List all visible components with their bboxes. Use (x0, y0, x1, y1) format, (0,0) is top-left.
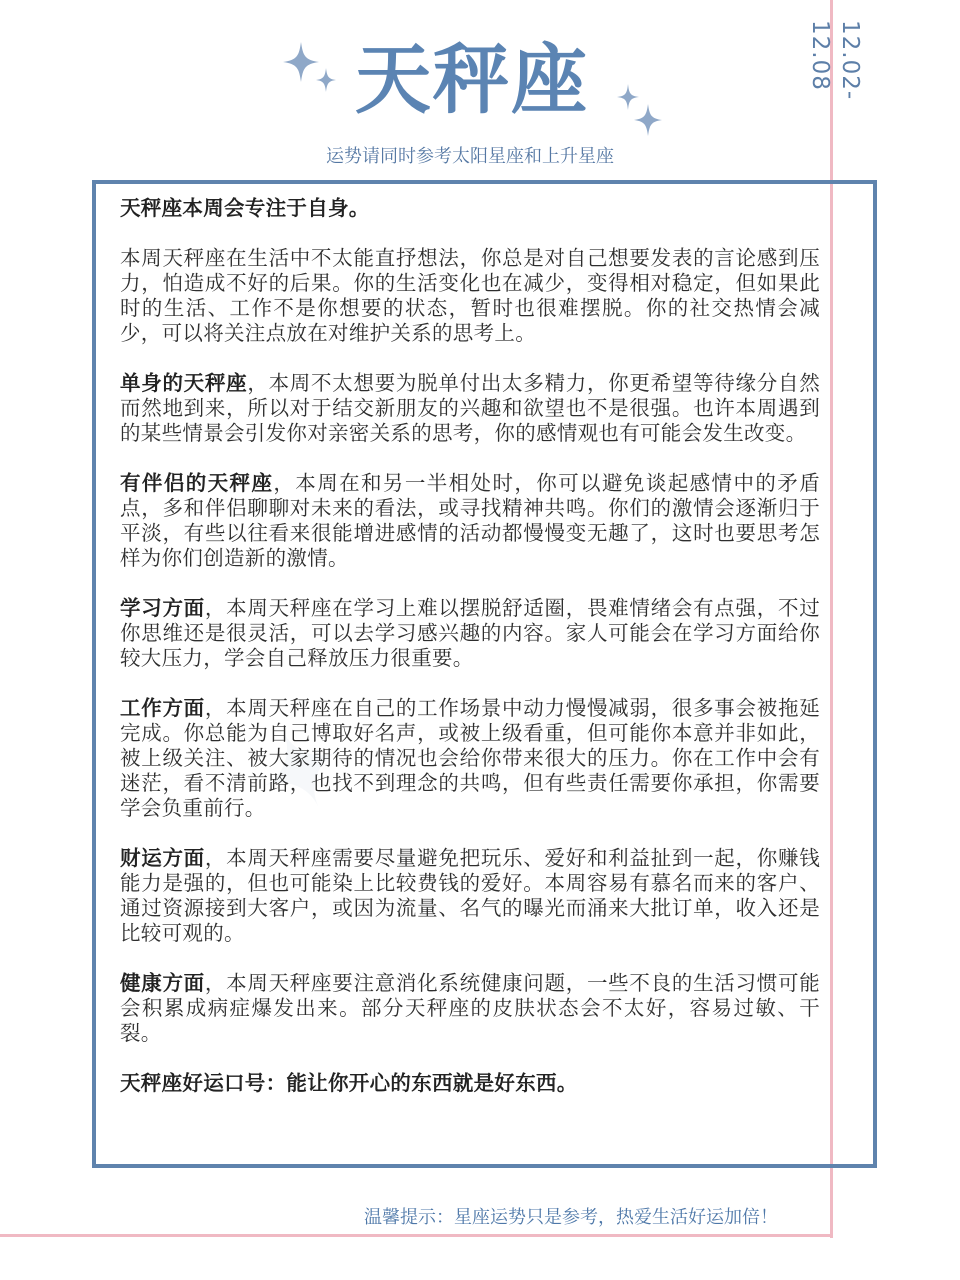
footer-tip: 温馨提示：星座运势只是参考，热爱生活好运加倍！ (364, 1207, 778, 1228)
work-lead: 工作方面 (120, 696, 205, 720)
study-text: ，本周天秤座在学习上难以摆脱舒适圈，畏难情绪会有点强，不过你思维还是很灵活，可以去学习感兴趣的内容。家人可能会在学习方面给你较大压力，学会自己释放压力很重要。 (120, 596, 820, 670)
sparkle-icon (634, 104, 662, 136)
paragraph-partner (120, 471, 820, 571)
wealth-text: ，本周天秤座需要尽量避免把玩乐、爱好和利益扯到一起，你赚钱能力是强的，但也可能染上比较费钱的爱好。本周容易有慕名而来的客户、通过资源接到大客户，或因为流量、名气的曝光而涌来大批订单，收入还是比较可观的。 (120, 846, 820, 945)
wealth-lead: 财运方面 (120, 846, 205, 870)
health-text: ，本周天秤座要注意消化系统健康问题，一些不良的生活习惯可能会积累成病症爆发出来。部分天秤座的皮肤状态会不太好，容易过敏、干裂。 (120, 971, 820, 1045)
paragraph-overview (120, 246, 820, 346)
single-text: ，本周不太想要为脱单付出太多精力，你更希望等待缘分自然而然地到来，所以对于结交新朋友的兴趣和欲望也不是很强。也许本周遇到的某些情景会引发你对亲密关系的思考，你的感情观也有可能会发生改变。 (120, 371, 820, 445)
study-lead: 学习方面 (120, 596, 205, 620)
pink-horizontal-line (0, 1234, 833, 1237)
page-title: 天秤座 (355, 35, 589, 124)
paragraph-intro (120, 196, 820, 221)
health-lead: 健康方面 (120, 971, 205, 995)
single-lead: 单身的天秤座 (120, 371, 248, 395)
paragraph-wealth (120, 846, 820, 946)
watermark: ✦ (232, 693, 371, 849)
partner-text: ，本周在和另一半相处时，你可以避免谈起感情中的矛盾点，多和伴侣聊聊对未来的看法，或寻找精神共鸣。你们的激情会逐渐归于平淡，有些以往看来很能增进感情的活动都慢慢变无趣了，这时也要思考怎样为你们创造新的激情。 (120, 471, 820, 570)
date-range: 12.02-12.08 (807, 20, 863, 101)
subtitle: 运势请同时参考太阳星座和上升星座 (326, 146, 614, 167)
slogan-lead: 天秤座好运口号：能让你开心的东西就是好东西。 (120, 1071, 578, 1095)
paragraph-health (120, 971, 820, 1046)
partner-lead: 有伴侣的天秤座 (120, 471, 274, 495)
intro-lead: 天秤座本周会专注于自身。 (120, 196, 370, 220)
paragraph-slogan (120, 1071, 820, 1096)
sparkle-icon (316, 68, 336, 92)
paragraph-study (120, 596, 820, 671)
paragraph-single (120, 371, 820, 446)
paragraph-work (120, 696, 820, 821)
overview-text: 本周天秤座在生活中不太能直抒想法，你总是对自己想要发表的言论感到压力，怕造成不好的后果。你的生活变化也在减少，变得相对稳定，但如果此时的生活、工作不是你想要的状态，暂时也很难摆脱。你的社交热情会减少，可以将关注点放在对维护关系的思考上。 (120, 246, 820, 345)
sparkle-icon (283, 42, 319, 82)
work-text: ，本周天秤座在自己的工作场景中动力慢慢减弱，很多事会被拖延完成。你总能为自己博取好名声，或被上级看重，但可能你本意并非如此，被上级关注、被大家期待的情况也会给你带来很大的压力。你在工作中会有迷茫，看不清前路，也找不到理念的共鸣，但有些责任需要你承担，你需要学会负重前行。 (120, 696, 820, 820)
horoscope-content (120, 196, 820, 1121)
